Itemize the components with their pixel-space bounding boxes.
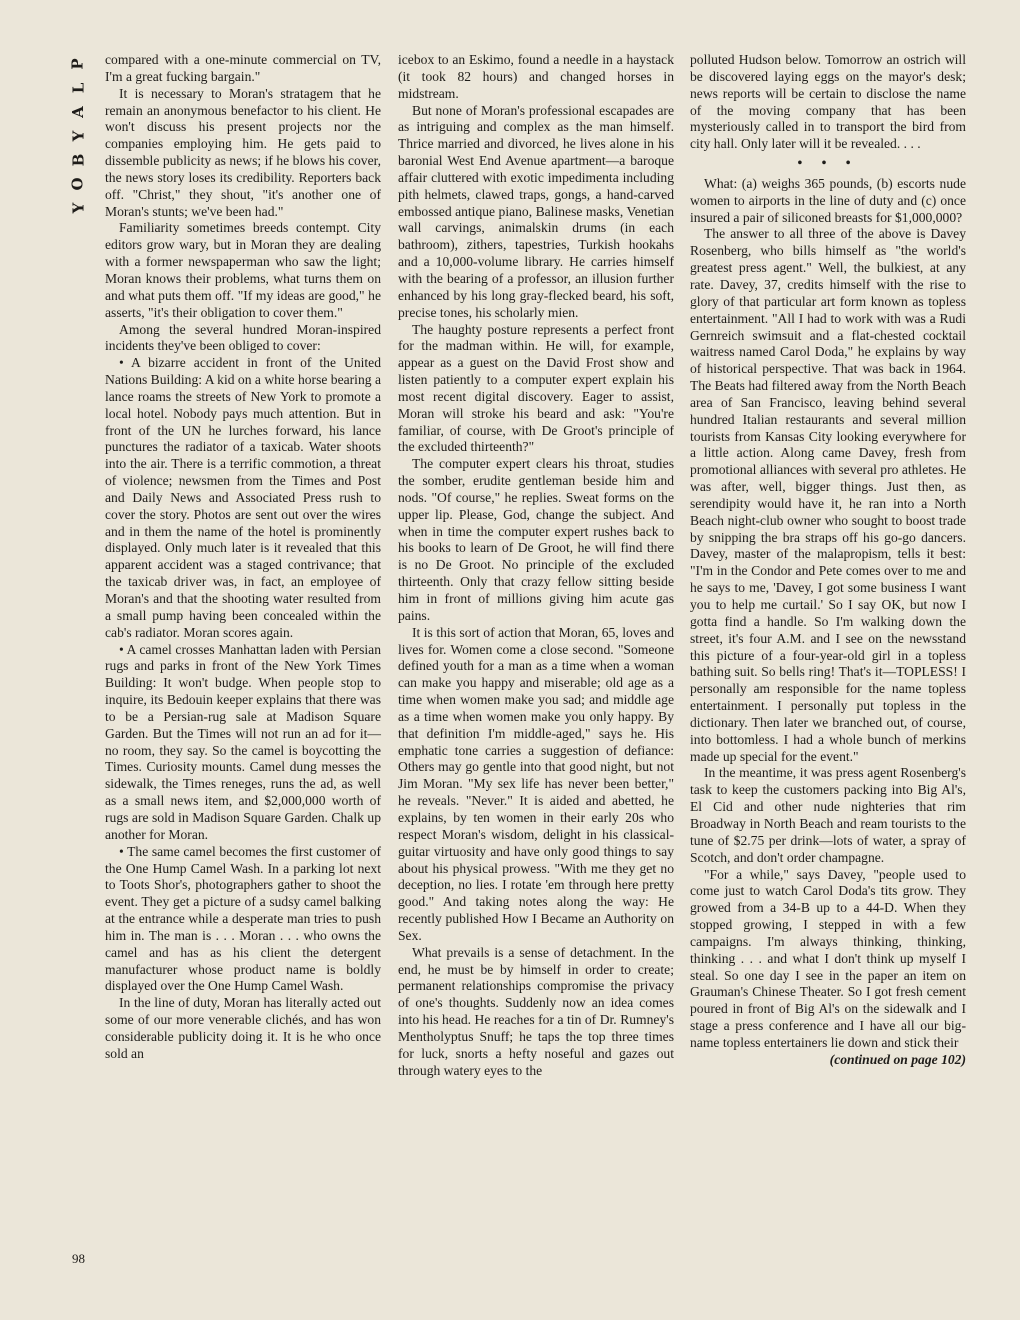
paragraph: In the meantime, it was press agent Rosenberg's task to keep the customers packing into Big Al's, El Cid and other nude nighteries that rim Broadway in North Beach and ream tourists to the tune of $2.75 per drink—lots of water, a spray of Scotch, and don't order champagne. [690,765,966,865]
paragraph: What: (a) weighs 365 pounds, (b) escorts nude women to airports in the line of duty and (c) once insured a pair of siliconed breasts for $1,000,000? [690,175,966,225]
paragraph: • A bizarre accident in front of the United Nations Building: A kid on a white horse bearing a lance roams the streets of New York to promote a local hotel. Nobody pays much attention. But in front of the UN he lurches forward, his lance punctures the radiator of a taxicab. Water shoots into the air. There is a terrific commotion, a threat of violence; newsmen from the Times and Post and Daily News and Associated Press rush to cover the story. Photos are sent out over the wires and in them the name of the hotel is prominently displayed. Only much later is it revealed that this apparent accident was a staged contrivance; that the taxicab driver was, in fact, an employee of Moran's and that the shooting water resulted from a small pump having been concealed within the cab's radiator. Moran scores again. [105,355,381,640]
text-column-1 [105,52,381,1063]
logo-letter: B [69,153,87,167]
paragraph: polluted Hudson below. Tomorrow an ostrich will be discovered laying eggs on the mayor's desk; news reports will be certain to disclose the name of the moving company that has been mysteriously called in to transport the bird from city hall. Only later will it be revealed. . . . [690,52,966,152]
paragraph: Familiarity sometimes breeds contempt. City editors grow wary, but in Moran they are dealing with a former newspaperman who saw the light; Moran knows their problems, what turns them on and what puts them off. "If my ideas are good," he asserts, "it's their obligation to cover them." [105,220,381,320]
paragraph: The haughty posture represents a perfect front for the madman within. He will, for example, appear as a guest on the David Frost show and listen patiently to a computer expert explain his most recent digital discovery. Eager to assist, Moran will stroke his beard and ask: "You're familiar, of course, with De Groot's principle of the excluded thirteenth?" [398,321,674,455]
paragraph: compared with a one-minute commercial on TV, I'm a great fucking bargain." [105,52,381,84]
paragraph: The answer to all three of the above is Davey Rosenberg, who bills himself as "the world's greatest press agent." Well, the bulkiest, at any rate. Davey, 37, credits himself with the rise to glory of that particular art form known as topless entertainment. "All I had to work with was a Rudi Gernreich swimsuit and a flat-chested cocktail waitress named Carol Doda," he explains by way of historical perspective. That was back in 1964. The Beats had filtered away from the North Beach area of San Francisco, leaving behind several hundred Italian restaurants and several million tourists from Kansas City looking everywhere for a little action. Along came Davey, fresh from promotional alliances with several pro athletes. He was after, well, bigger things. Just then, as serendipity would have it, he ran into a North Beach night-club owner who sought to boost trade by snipping the bra straps off his go-go dancers. Davey, master of the malapropism, tells it best: "I'm in the Condor and Pete comes over to me and he says to me, 'Davey, I got some business I want you to help me curtail.' So I say OK, but now I gotta find a handle. So I'm walking down the street, it's four A.M. and I see on the newsstand this picture of a four-year-old girl in a topless bathing suit. So bells ring! That's it—TOPLESS! I personally am responsible for the name topless entertainment. I personally put topless in the dictionary. Then later we branched out, of course, into bottomless. I had a whole bunch of merkins made up special for the event." [690,226,966,764]
section-separator: • • • [797,155,859,171]
paragraph: What prevails is a sense of detachment. In the end, he must be by himself in order to create; permanent relationships compromise the privacy of one's thoughts. Suddenly now an idea comes into his head. He reaches for a tin of Dr. Rumney's Mentholyptus Snuff; he taps the top three times for luck, snorts a hefty noseful and gazes out through watery eyes to the [398,944,674,1078]
text-column-3 [690,52,966,1069]
paragraph: Among the several hundred Moran-inspired incidents they've been obliged to cover: [105,321,381,354]
page-number: 98 [72,1251,85,1266]
logo-letter: O [68,177,87,191]
logo-letter: L [68,82,87,94]
paragraph: icebox to an Eskimo, found a needle in a haystack (it took 82 hours) and changed horses in midstream. [398,52,674,101]
logo-letter: Y [69,130,87,142]
paragraph: It is this sort of action that Moran, 65, loves and lives for. Women come a close second. "Someone defined youth for a man as a time when a woman can make you happy and miserable; old age as a time when women make you sad; and middle age as a time when women make you only happy. By that definition I'm middle-aged," says he. His emphatic tone carries a suggestion of defiance: Others may go gentle into that good night, but not Jim Moran. "My sex life has never been better," he reveals. "Never." It is aided and abetted, he explains, by ten women in their early 20s who respect Moran's wisdom, delight in his classical-guitar virtuosity and have only good things to say about his physical prowess. "With me they get no deception, no lies. I rotate 'em through here pretty good." And taking notes along the way: He recently published How I Became an Authority on Sex. [398,624,674,943]
paragraph: "For a while," says Davey, "people used to come just to watch Carol Doda's tits grow. They growed from a 34-B up to a 44-D. When they stopped growing, I stepped in with a few campaigns. I'm always thinking, thinking, thinking . . . and what I don't think up myself I steal. So one day I see in the paper an item on Grauman's Chinese Theater. So I got fresh cement poured in front of Big Al's on the sidewalk and I stage a press conference and I have all our big-name topless entertainers lie down and stick their [690,866,966,1050]
paragraph: But none of Moran's professional escapades are as intriguing and complex as the man himself. Thrice married and divorced, he lives alone in his baronial West End Avenue apartment—a baroque affair cluttered with exotic impedimenta including pith helmets, clawed traps, gongs, a hand-carved embossed antique piano, Balinese masks, Venetian wall carvings, animalskin drums (in each bathroom), zithers, tapestries, Turkish hookahs and a 10,000-volume library. He carries himself with the bearing of a professor, an illusion further enhanced by his long gray-flecked beard, his soft, precise tones, his scholarly mien. [398,102,674,320]
paragraph: • A camel crosses Manhattan laden with Persian rugs and parks in front of the New York Times Building: It won't budge. When people stop to inquire, its Bedouin keeper explains that there was to be a Persian-rug sale at Madison Square Garden. But the Times will not run an ad for it—no room, they say. So the camel is boycotting the Times. Curiosity mounts. Camel dung messes the sidewalk, the Times reneges, runs the ad, as well as a small news item, and $2,000,000 worth of rugs are sold in Madison Square Garden. Chalk up another for Moran. [105,641,381,842]
logo-letter: A [68,106,87,118]
text-column-2 [398,52,674,1079]
paragraph: In the line of duty, Moran has literally acted out some of our more venerable clichés, and has won considerable publicity doing it. It is he who once sold an [105,995,381,1061]
paragraph: The computer expert clears his throat, studies the somber, erudite gentleman beside him and nods. "Of course," he replies. Sweat forms on the upper lip. Please, God, change the subject. And when in time the computer expert rushes back to his books to learn of De Groot, he will find there is no De Groot. No principle of the excluded thirteenth. Only that crazy fellow sitting beside him in front of millions giving him acute gas pains. [398,456,674,623]
logo-letter: P [69,58,87,70]
continued-note: (continued on page 102) [829,1051,966,1067]
logo-letter: Y [69,202,87,214]
paragraph: • The same camel becomes the first customer of the One Hump Camel Wash. In a parking lot next to Toots Shor's, photographers gather to shoot the event. They get a picture of a sudsy camel balking at the entrance while a desperate man tries to push him in. The man is . . . Moran . . . who owns the camel and has as his client the detergent manufacturer whose product name is boldly displayed over the One Hump Camel Wash. [105,843,381,994]
magazine-sidebar-logo [60,52,96,220]
paragraph: It is necessary to Moran's stratagem that he remain an anonymous benefactor to his client. He won't discuss his present projects nor the companies employing him. He gets paid to dissemble publicity as news; if he blows his cover, the news story loses its credibility. Reporters back off. "Christ," they shout, "it's another one of Moran's stunts; we've been had." [105,85,381,219]
